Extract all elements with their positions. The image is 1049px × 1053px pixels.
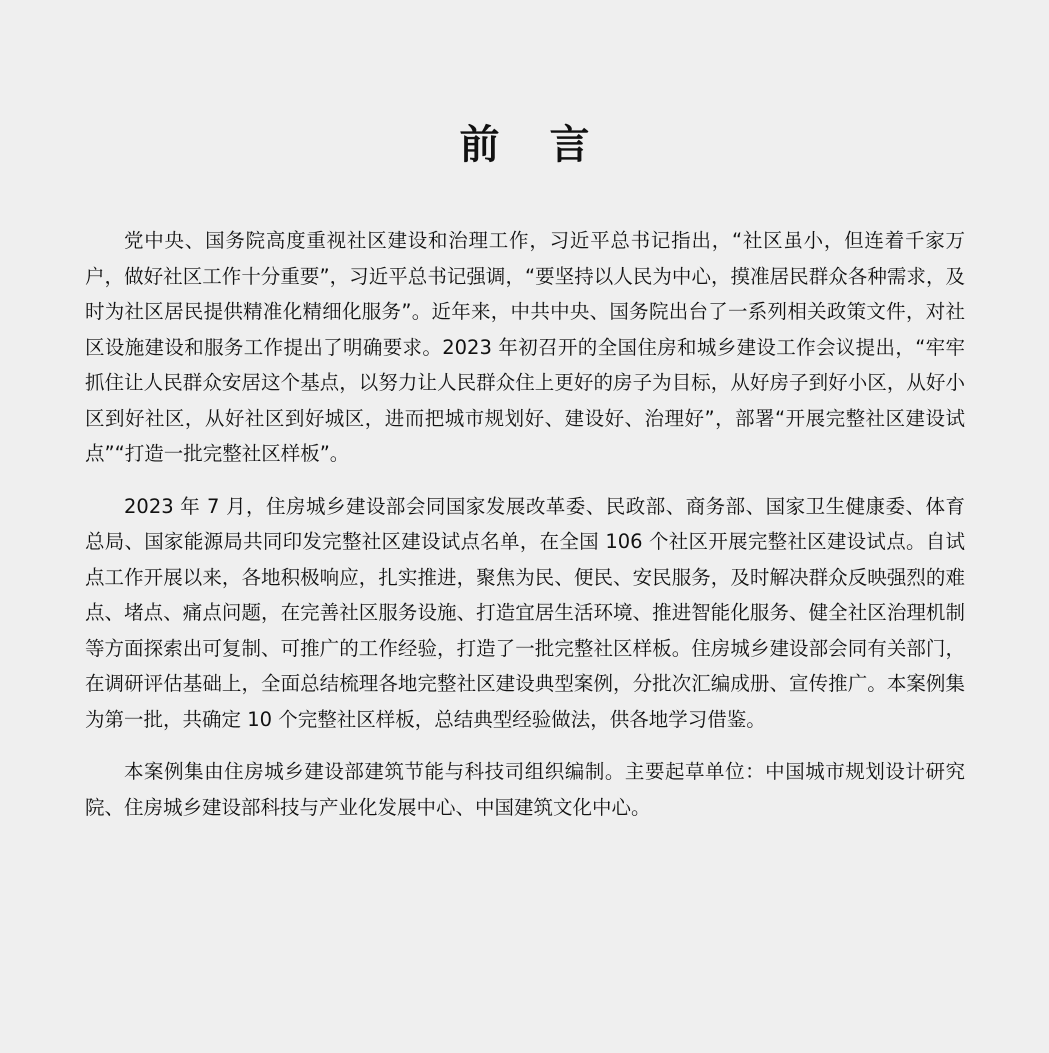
paragraph-1: 党中央、国务院高度重视社区建设和治理工作，习近平总书记指出，“社区虽小，但连着千家万户，做好社区工作十分重要”，习近平总书记强调，“要坚持以人民为中心，摸准居民群众各种需求，及时为社区居民提供精准化精细化服务”。近年来，中共中央、国务院出台了一系列相关政策文件，对社区设施建设和服务工作提出了明确要求。2023 年初召开的全国住房和城乡建设工作会议提出，“牢牢抓住让人民群众安居这个基点，以努力让人民群众住上更好的房子为目标，从好房子到好小区，从好小区到好社区，从好社区到好城区，进而把城市规划好、建设好、治理好”，部署“开展完整社区建设试点”“打造一批完整社区样板”。 (85, 229, 965, 465)
paragraph-2: 2023 年 7 月，住房城乡建设部会同国家发展改革委、民政部、商务部、国家卫生健康委、体育总局、国家能源局共同印发完整社区建设试点名单，在全国 106 个社区开展完整社区建设试点。自试点工作开展以来，各地积极响应，扎实推进，聚焦为民、便民、安民服务，及时解决群众反映强烈的难点、堵点、痛点问题，在完善社区服务设施、打造宜居生活环境、推进智能化服务、健全社区治理机制等方面探索出可复制、可推广的工作经验，打造了一批完整社区样板。住房城乡建设部会同有关部门，在调研评估基础上，全面总结梳理各地完整社区建设典型案例，分批次汇编成册、宣传推广。本案例集为第一批，共确定 10 个完整社区样板，总结典型经验做法，供各地学习借鉴。 (85, 494, 965, 731)
body-text (85, 223, 965, 842)
paragraph-3: 本案例集由住房城乡建设部建筑节能与科技司组织编制。主要起草单位：中国城市规划设计研究院、住房城乡建设部科技与产业化发展中心、中国建筑文化中心。 (85, 760, 965, 819)
page-title: 前 言 (459, 122, 608, 168)
